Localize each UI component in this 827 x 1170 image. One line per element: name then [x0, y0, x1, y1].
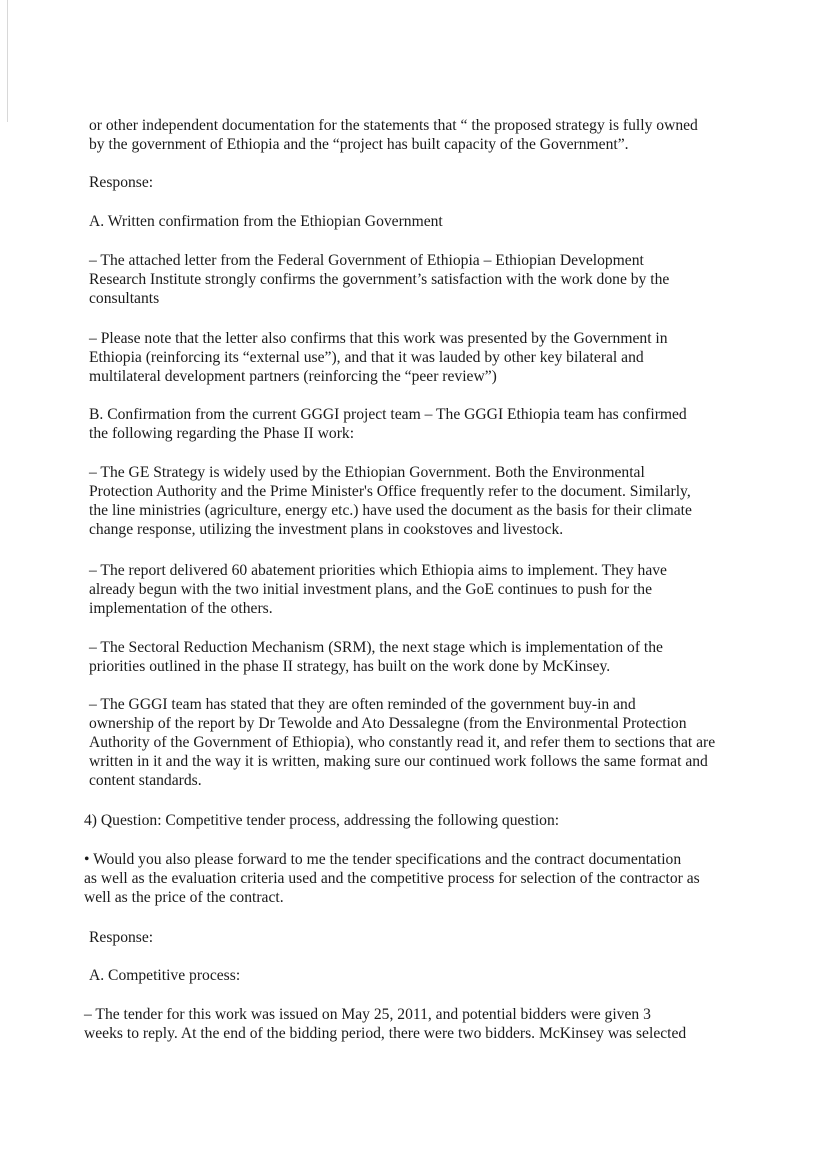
response-label-2: Response: — [89, 929, 154, 946]
bullet-c1: – The tender for this work was issued on May 25, 2011, and potential bidders were given 3 weeks to reply. At the end of the bidding period, there were two bidders. McKinsey was selected — [84, 1006, 687, 1042]
section-b-paragraph: B. Confirmation from the current GGGI project team – The GGGI Ethiopia team has confirmed the following regarding the Phase II work: — [89, 406, 687, 442]
section-a-heading: A. Written confirmation from the Ethiopian Government — [89, 213, 443, 230]
question-4-bullet: • Would you also please forward to me the tender specifications and the contract documentation as well as the evaluation criteria used and the competitive process for selection of the contractor as well as the price of the contract. — [84, 851, 700, 906]
intro-paragraph — [89, 116, 769, 154]
intro-line-2: by the government of Ethiopia and the “project has built capacity of the Government”. — [89, 136, 629, 153]
bullet-b2: – The report delivered 60 abatement priorities which Ethiopia aims to implement. They have already begun with the two initial investment plans, and the GoE continues to push for the implementation of the others. — [89, 562, 667, 617]
question-4-heading: 4) Question: Competitive tender process, addressing the following question: — [84, 812, 560, 829]
bullet-a1: – The attached letter from the Federal Government of Ethiopia – Ethiopian Development Research Institute strongly confirms the government’s satisfaction with the work done by the consultants — [89, 252, 670, 307]
bullet-b4: – The GGGI team has stated that they are often reminded of the government buy-in and ownership of the report by Dr Tewolde and Ato Dessalegne (from the Environmental Protection Authority of the Government of Ethiopia), who constantly read it, and refer them to sections that are written in it and the way it is written, making sure our continued work follows the same format and content standards. — [89, 696, 716, 789]
intro-line-1: or other independent documentation for the statements that “ the proposed strategy is fully owned — [89, 117, 698, 134]
bullet-b3: – The Sectoral Reduction Mechanism (SRM), the next stage which is implementation of the priorities outlined in the phase II strategy, has built on the work done by McKinsey. — [89, 639, 663, 675]
response-label: Response: — [89, 174, 154, 191]
bullet-b1: – The GE Strategy is widely used by the Ethiopian Government. Both the Environmental Protection Authority and the Prime Minister's Office frequently refer to the document. Similarly, the line ministries (agriculture, energy etc.) have used the document as the basis for their climate change response, utilizing the investment plans in cookstoves and livestock. — [89, 464, 692, 538]
section-a2-heading: A. Competitive process: — [89, 967, 241, 984]
bullet-a2: – Please note that the letter also confirms that this work was presented by the Government in Ethiopia (reinforcing its “external use”), and that it was lauded by other key bilateral and multilateral development partners (reinforcing the “peer review”) — [89, 330, 668, 385]
